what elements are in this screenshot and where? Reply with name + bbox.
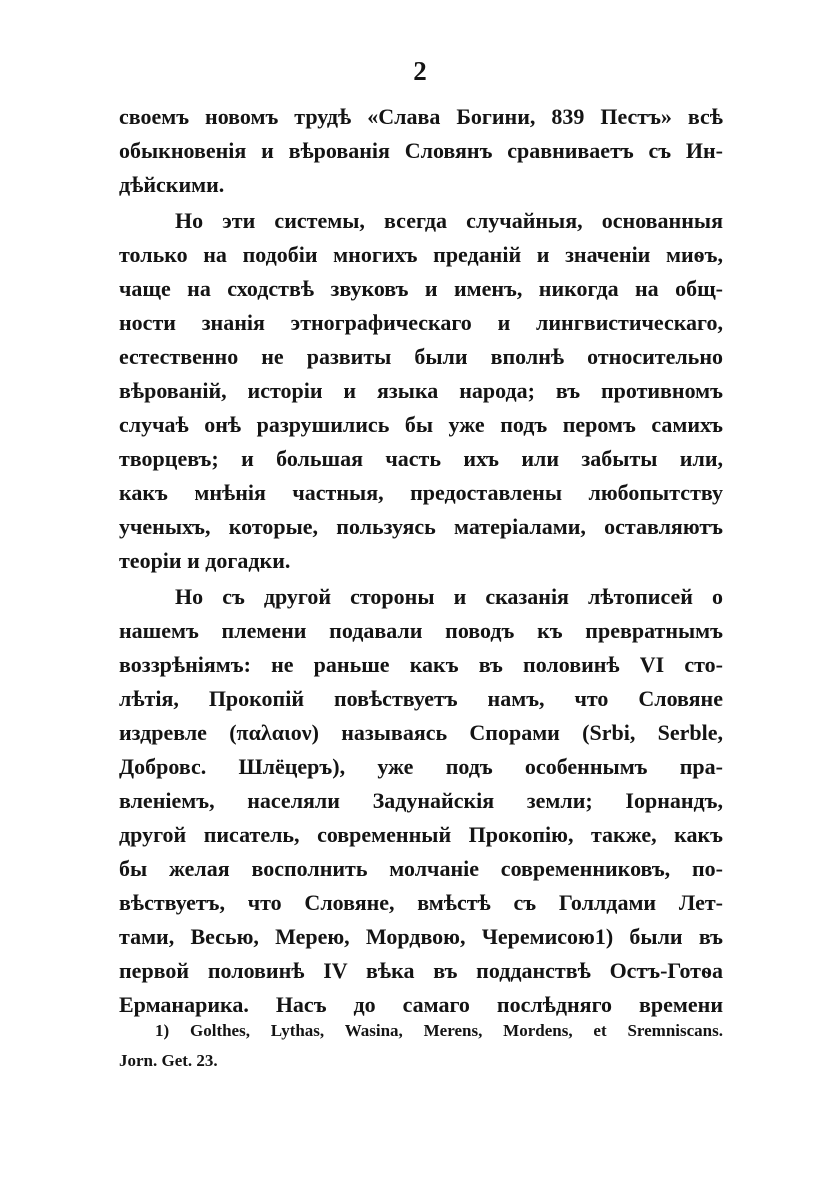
footnote-line: Jorn. Get. 23. [119,1051,218,1070]
text-line: бы желая восполнить молчаніе современниковъ, по- [119,856,723,881]
text-line: случаѣ онѣ разрушились бы уже подъ перомъ самихъ [119,412,723,437]
text-line: другой писатель, современный Прокопію, также, какъ [119,822,723,847]
text-line: теоріи и догадки. [119,548,291,573]
paragraph-start-line: Но эти системы, всегда случайныя, основанныя [175,208,723,233]
text-line: ученыхъ, которые, пользуясь матеріалами, оставляютъ [119,514,723,539]
text-line: обыкновенія и вѣрованія Словянъ сравниваетъ съ Ин- [119,138,723,163]
text-line: первой половинѣ IV вѣка въ подданствѣ Остъ-Готѳа [119,958,723,983]
text-line: вѣрованій, исторіи и языка народа; въ противномъ [119,378,723,403]
text-line: творцевъ; и большая часть ихъ или забыты или, [119,446,723,471]
text-line: нашемъ племени подавали поводъ къ превратнымъ [119,618,723,643]
text-line: Ерманарика. Насъ до самаго послѣдняго времени [119,992,723,1017]
text-line: вѣствуетъ, что Словяне, вмѣстѣ съ Голлдами Лет- [119,890,723,915]
text-line: Добровс. Шлёцеръ), уже подъ особеннымъ пра- [119,754,723,779]
page-number: 2 [413,56,427,86]
text-line: естественно не развиты были вполнѣ относительно [119,344,723,369]
body-text [119,100,723,1022]
text-line: своемъ новомъ трудѣ «Слава Богини, 839 Пестъ» всѣ [119,104,723,129]
footnote-line: 1) Golthes, Lythas, Wasina, Merens, Mordens, et Sremniscans. [155,1021,723,1040]
text-line: вленіемъ, населяли Задунайскія земли; Іорнандъ, [119,788,723,813]
text-line: тами, Весью, Мерею, Мордвою, Черемисою1) были въ [119,924,723,949]
text-line: только на подобіи многихъ преданій и значеніи миѳъ, [119,242,723,267]
text-line: дѣйскими. [119,172,225,197]
text-line: издревле (παλαιον) называясь Спорами (Srbi, Serble, [119,720,723,745]
text-line: лѣтія, Прокопій повѣствуетъ намъ, что Словяне [119,686,723,711]
footnote [119,1016,723,1076]
paragraph-start-line: Но съ другой стороны и сказанія лѣтописей о [175,584,723,609]
text-line: воззрѣніямъ: не раньше какъ въ половинѣ VI сто- [119,652,723,677]
text-line: ности знанія этнографическаго и лингвистическаго, [119,310,723,335]
text-line: какъ мнѣнія частныя, предоставлены любопытству [119,480,723,505]
text-line: чаще на сходствѣ звуковъ и именъ, никогда на общ- [119,276,723,301]
